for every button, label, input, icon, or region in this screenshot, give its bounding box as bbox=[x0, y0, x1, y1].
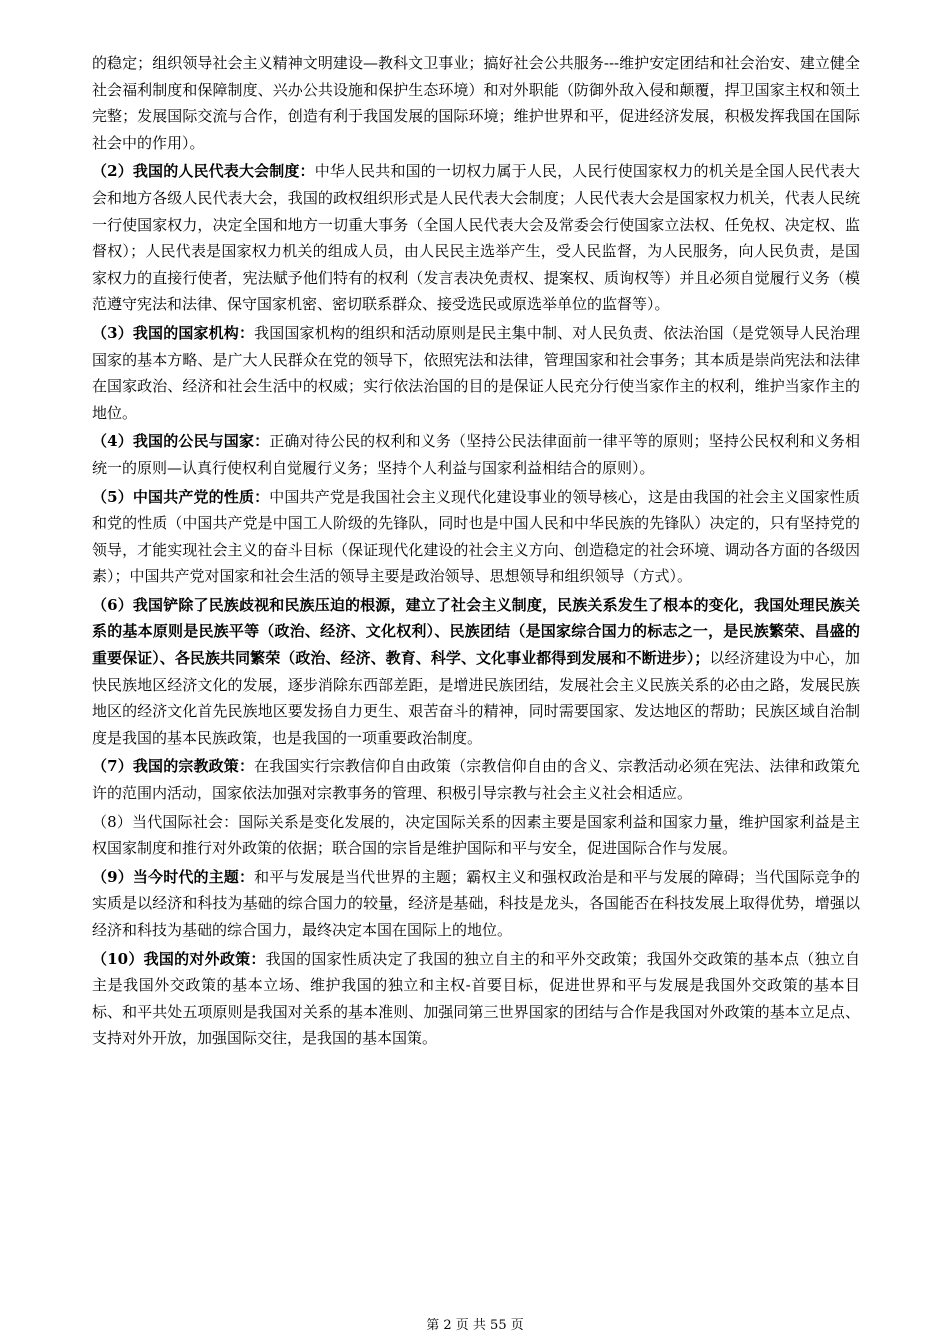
paragraph-text: 我国国家机构的组织和活动原则是民主集中制、对人民负责、依法治国（是党领导人民治理国家的基本方略、是广大人民群众在党的领导下，依照宪法和法律，管理国家和社会事务；其本质是崇尚宪法和法律在国家政治、经济和社会生活中的权威；实行依法治国的目的是保证人民充分行使当家作主的权利，维护当家作主的地位。 bbox=[92, 323, 860, 422]
paragraph-heading: （3）我国的国家机构： bbox=[92, 323, 255, 342]
paragraph-9 bbox=[92, 864, 860, 944]
page-number-footer: 第 2 页 共 55 页 bbox=[426, 1318, 524, 1333]
paragraph-heading: （2）我国的人民代表大会制度： bbox=[92, 162, 315, 181]
paragraph-heading: （4）我国的公民与国家： bbox=[92, 432, 270, 451]
paragraph-7 bbox=[92, 753, 860, 806]
paragraph-text: （8）当代国际社会：国际关系是变化发展的，决定国际关系的因素主要是国家利益和国家力量，维护国家利益是主权国家制度和推行对外政策的依据；联合国的宗旨是维护国际和平与安全，促进国际合作与发展。 bbox=[92, 812, 860, 858]
paragraph-text: 的稳定；组织领导社会主义精神文明建设—教科文卫事业；搞好社会公共服务---维护安定团结和社会治安、建立健全社会福利制度和保障制度、兴办公共设施和保护生态环境）和对外职能（防御外敌入侵和颠覆，捍卫国家主权和领土完整；发展国际交流与合作，创造有利于我国发展的国际环境；维护世界和平，促进经济发展，积极发挥我国在国际社会中的作用）。 bbox=[92, 54, 860, 152]
document-body bbox=[92, 50, 860, 1054]
paragraph-8 bbox=[92, 809, 860, 862]
paragraph-heading: （9）当今时代的主题： bbox=[92, 867, 255, 886]
paragraph-text: 中国共产党是我国社会主义现代化建设事业的领导核心，这是由我国的社会主义国家性质和党的性质（中国共产党是中国工人阶级的先锋队，同时也是中国人民和中华民族的先锋队）决定的，只有坚持党的领导，才能实现社会主义的奋斗目标（保证现代化建设的社会主义方向、创造稳定的社会环境、调动各方面的各级因素）；中国共产党对国家和社会生活的领导主要是政治领导、思想领导和组织领导（方式）。 bbox=[92, 487, 860, 586]
paragraph-text: 和平与发展是当代世界的主题；霸权主义和强权政治是和平与发展的障碍；当代国际竞争的实质是以经济和科技为基础的综合国力的较量，经济是基础，科技是龙头，各国能否在科技发展上取得优势，增强以经济和科技为基础的综合国力，最终决定本国在国际上的地位。 bbox=[92, 867, 860, 939]
paragraph-text: 正确对待公民的权利和义务（坚持公民法律面前一律平等的原则；坚持公民权利和义务相统一的原则—认真行使权利自觉履行义务；坚持个人利益与国家利益相结合的原则）。 bbox=[92, 432, 860, 477]
paragraph-heading: （7）我国的宗教政策： bbox=[92, 757, 255, 776]
paragraph-10 bbox=[92, 946, 860, 1052]
paragraph-heading: （5）中国共产党的性质： bbox=[92, 487, 270, 506]
paragraph-5 bbox=[92, 484, 860, 590]
paragraph-4 bbox=[92, 428, 860, 481]
paragraph-heading: （10）我国的对外政策： bbox=[92, 949, 266, 968]
paragraph-heading: （6）我国铲除了民族歧视和民族压迫的根源，建立了社会主义制度，民族关系发生了根本的变化，我国处理民族关系的基本原则是民族平等（政治、经济、文化权利）、民族团结（是国家综合国力的标志之一，是民族繁荣、昌盛的重要保证）、各民族共同繁荣（政治、经济、教育、科学、文化事业都得到发展和不断进步）； bbox=[92, 595, 860, 668]
paragraph-3 bbox=[92, 320, 860, 426]
paragraph-6 bbox=[92, 592, 860, 752]
paragraph-continued bbox=[92, 50, 860, 156]
paragraph-text: 在我国实行宗教信仰自由政策（宗教信仰自由的含义、宗教活动必须在宪法、法律和政策允许的范围内活动，国家依法加强对宗教事务的管理、积极引导宗教与社会主义社会相适应。 bbox=[92, 757, 860, 803]
paragraph-2 bbox=[92, 158, 860, 318]
paragraph-text: 以经济建设为中心，加快民族地区经济文化的发展，逐步消除东西部差距，是增进民族团结，发展社会主义民族关系的必由之路，发展民族地区的经济文化首先民族地区要发扬自力更生、艰苦奋斗的精神，同时需要国家、发达地区的帮助；民族区域自治制度是我国的基本民族政策，也是我国的一项重要政治制度。 bbox=[92, 649, 860, 747]
paragraph-text: 中华人民共和国的一切权力属于人民，人民行使国家权力的机关是全国人民代表大会和地方各级人民代表大会，我国的政权组织形式是人民代表大会制度；人民代表大会是国家权力机关，代表人民统一行使国家权力，决定全国和地方一切重大事务（全国人民代表大会及常委会行使国家立法权、任免权、决定权、监督权）；人民代表是国家权力机关的组成人员，由人民民主选举产生，受人民监督，为人民服务，向人民负责，是国家权力的直接行使者，宪法赋予他们特有的权利（发言表决免责权、提案权、质询权等）并且必须自觉履行义务（模范遵守宪法和法律、保守国家机密、密切联系群众、接受选民或原选举单位的监督等）。 bbox=[92, 162, 860, 314]
paragraph-text: 我国的国家性质决定了我国的独立自主的和平外交政策；我国外交政策的基本点（独立自主是我国外交政策的基本立场、维护我国的独立和主权-首要目标，促进世界和平与发展是我国外交政策的基本目标、和平共处五项原则是我国对关系的基本准则、加强同第三世界国家的团结与合作是我国对外政策的基本立足点、支持对外开放，加强国际交往，是我国的基本国策。 bbox=[92, 949, 860, 1048]
